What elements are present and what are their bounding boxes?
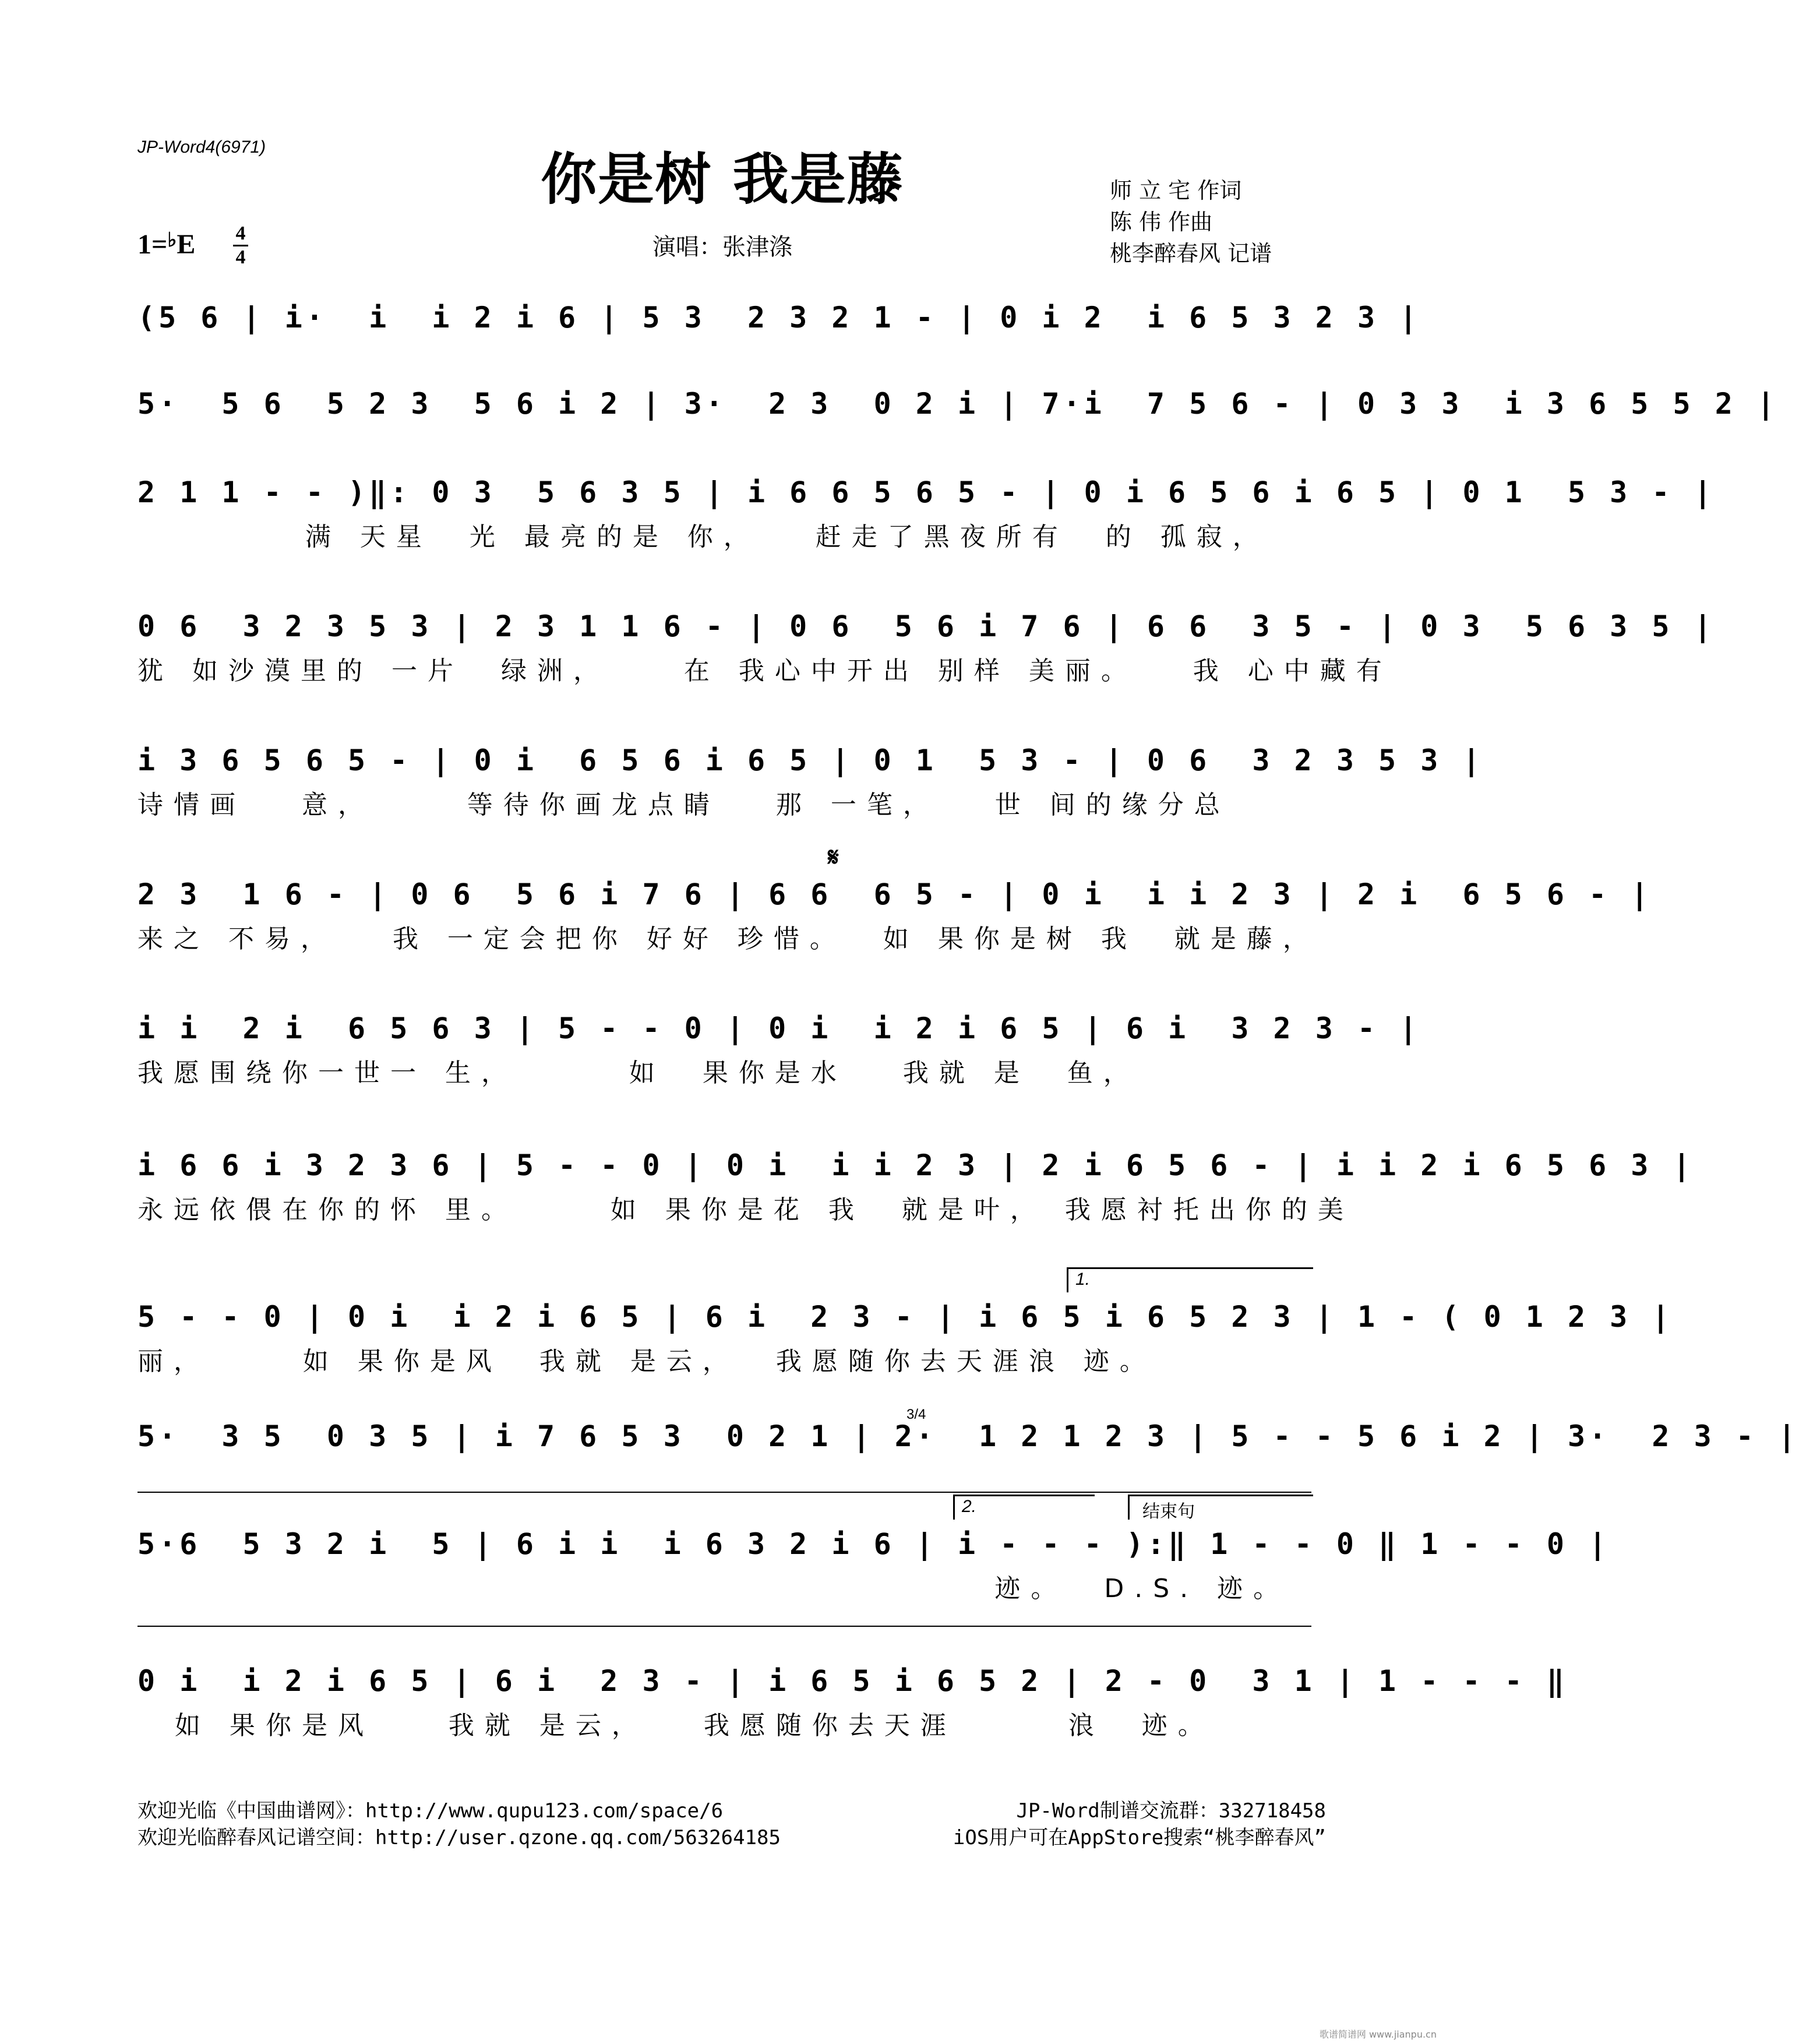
lyric-line: 丽， 如 果你是风 我就 是云， 我愿随你去天涯浪 迹。: [137, 1347, 1156, 1376]
notation-line: (5 6 | i· i i 2 i 6 | 5 3 2 3 2 1 - | 0 i 2 i 6 5 3 2 3 |: [137, 301, 1421, 334]
footer-space-link[interactable]: 欢迎光临醉春风记谱空间：http://user.qzone.qq.com/563264185: [137, 1826, 781, 1849]
composer-credit: 陈 伟 作曲: [1110, 209, 1213, 235]
notation-line: 0 i i 2 i 6 5 | 6 i 2 3 - | i 6 5 i 6 5 2 | 2 - 0 3 1 | 1 - - - ‖: [137, 1664, 1568, 1698]
notation-line: i 6 6 i 3 2 3 6 | 5 - - 0 | 0 i i i 2 3 | 2 i 6 5 6 - | i i 2 i 6 5 6 3 |: [137, 1148, 1694, 1182]
notation-line: 5· 3 5 0 3 5 | i 7 6 5 3 0 2 1 | 2· 1 2 1 2 3 | 5 - - 5 6 i 2 | 3· 2 3 - |: [137, 1419, 1799, 1453]
time-top: 4: [235, 223, 246, 244]
notation-line: 5 - - 0 | 0 i i 2 i 6 5 | 6 i 2 3 - | i 6 5 i 6 5 2 3 | 1 - ( 0 1 2 3 |: [137, 1300, 1673, 1334]
first-ending-label: 1.: [1075, 1270, 1091, 1289]
singer-credit: 演唱：张津涤: [652, 234, 792, 260]
segno-icon: 𝄋: [828, 843, 839, 872]
lyric-line: 犹 如沙漠里的 一片 绿洲， 在 我心中开出 别样 美丽。 我 心中藏有: [137, 656, 1392, 686]
flat-icon: ♭: [167, 230, 177, 251]
footer-website-link[interactable]: 欢迎光临《中国曲谱网》：http://www.qupu123.com/space/6: [137, 1799, 724, 1823]
key-prefix: 1=: [137, 229, 168, 260]
lyric-line: 永远依偎在你的怀 里。 如 果你是花 我 就是叶， 我愿衬托出你的美: [137, 1195, 1354, 1225]
notation-line: i i 2 i 6 5 6 3 | 5 - - 0 | 0 i i 2 i 6 5 | 6 i 3 2 3 - |: [137, 1012, 1421, 1045]
lyricist-credit: 师 立 宅 作词: [1110, 178, 1242, 203]
notation-line: 5· 5 6 5 2 3 5 6 i 2 | 3· 2 3 0 2 i | 7·i 7 5 6 - | 0 3 3 i 3 6 5 5 2 |: [137, 387, 1778, 421]
song-title: 你是树 我是藤: [541, 147, 904, 212]
system-divider-line: [137, 1492, 1311, 1493]
second-ending-label: 2.: [962, 1497, 977, 1516]
footer: [137, 1798, 1326, 1851]
key-note: E: [177, 229, 196, 260]
time-change-label: 3/4: [906, 1407, 926, 1422]
lyric-line: 诗情画 意， 等待你画龙点睛 那 一笔， 世 间的缘分总: [137, 790, 1230, 820]
lyric-line: 满 天星 光 最亮的是 你， 赶走了黑夜所有 的 孤寂，: [137, 522, 1269, 552]
watermark: 歌谱简谱网 www.jianpu.cn: [1319, 2029, 1437, 2040]
notation-line: 0 6 3 2 3 5 3 | 2 3 1 1 6 - | 0 6 5 6 i 7 6 | 6 6 3 5 - | 0 3 5 6 3 5 |: [137, 609, 1715, 643]
software-label: JP-Word4(6971): [137, 138, 266, 157]
notation-line: 5·6 5 3 2 i 5 | 6 i i i 6 3 2 i 6 | i - - - ):‖ 1 - - 0 ‖ 1 - - 0 |: [137, 1527, 1610, 1561]
system-divider-line: [137, 1626, 1311, 1627]
lyric-line: 如 果你是风 我就 是云， 我愿随你去天涯 浪 迹。: [137, 1711, 1214, 1740]
notation-line: 2 3 1 6 - | 0 6 5 6 i 7 6 | 6 6 6 5 - | 0 i i i 2 3 | 2 i 6 5 6 - |: [137, 877, 1652, 911]
footer-group-info: JP-Word制谱交流群：332718458: [1016, 1799, 1326, 1823]
first-ending-bracket: [1067, 1267, 1313, 1292]
lyric-line: 迹。 D.S. 迹。: [137, 1574, 1290, 1604]
notation-line: 2 1 1 - - )‖: 0 3 5 6 3 5 | i 6 6 5 6 5 - | 0 i 6 5 6 i 6 5 | 0 1 5 3 - |: [137, 475, 1715, 509]
coda-label: 结束句: [1142, 1502, 1195, 1521]
transcriber-credit: 桃李醉春风 记谱: [1110, 241, 1272, 266]
lyric-line: 来之 不易， 我 一定会把你 好好 珍惜。 如 果你是树 我 就是藤，: [137, 924, 1319, 954]
footer-app-info: iOS用户可在AppStore搜索“桃李醉春风”: [953, 1826, 1326, 1849]
notation-line: i 3 6 5 6 5 - | 0 i 6 5 6 i 6 5 | 0 1 5 3 - | 0 6 3 2 3 5 3 |: [137, 743, 1484, 777]
time-bottom: 4: [235, 246, 246, 268]
lyric-line: 我愿围绕你一世一 生， 如 果你是水 我就 是 鱼，: [137, 1058, 1140, 1088]
